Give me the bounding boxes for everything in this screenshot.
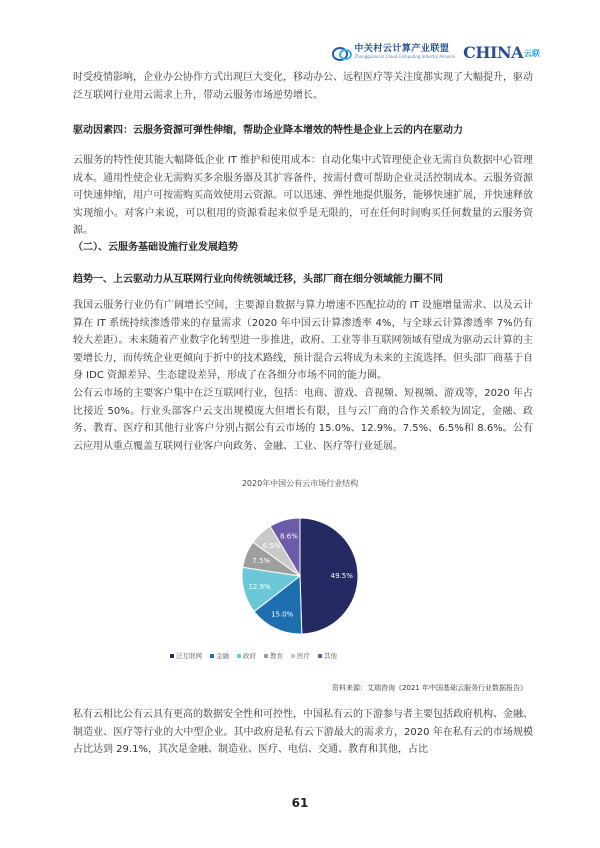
legend-item-3	[264, 651, 283, 660]
pie-label-5: 8.6%	[279, 532, 298, 541]
legend-item-4	[291, 651, 310, 660]
pie-label-2: 12.9%	[248, 583, 271, 592]
pie-label-4: 6.5%	[262, 541, 281, 550]
body-paragraph-5: 私有云相比公有云具有更高的数据安全性和可控性，中国私有云的下游参与者主要包括政府机构、金融、制造业、医疗等行业的大中型企业。其中政府是私有云下游最大的需求方，2020 年在私有云的市场规模占比达到 29.1%，其次是金融、制造业、医疗、电信、交通、教育和其他，占比	[73, 709, 533, 755]
chart-title: 2020年中国公有云市场行业结构	[241, 479, 359, 488]
body-paragraph-1: 时受疫情影响，企业办公协作方式出现巨大变化，移动办公、远程医疗等关注度都实现了大幅提升，驱动泛互联网行业用云需求上升，带动云服务市场逆势增长。	[73, 72, 533, 101]
page-number: 61	[291, 796, 309, 810]
legend-swatch-3	[264, 654, 268, 658]
legend-item-1	[210, 651, 229, 660]
chart-legend	[170, 651, 440, 660]
legend-label-3: 教育	[270, 652, 283, 660]
pie-label-3: 7.5%	[252, 556, 271, 565]
zgc-alliance-logo	[332, 45, 455, 59]
section-heading: （二）、云服务基础设施行业发展趋势	[73, 242, 238, 253]
pie-label-1: 15.0%	[271, 610, 294, 619]
legend-item-0	[170, 651, 202, 660]
body-paragraph-4: 公有云市场的主要客户集中在泛互联网行业，包括：电商、游戏、音视频、短视频、游戏等，2020 年占比接近 50%。行业头部客户云支出规模庞大但增长有限，且与云厂商的合作关系较为固定，金融、政务、教育、医疗和其他行业客户分别占据公有云市场的 15.0%、12.9%、7.5%、6.5%和 8.6%。公有云应用从重点覆盖互联网行业客户向政务、金融、工业、医疗等行业延展。	[73, 388, 533, 452]
body-paragraph-3: 我国云服务行业仍有广阔增长空间，主要源自数据与算力增速不匹配拉动的 IT 设施增量需求、以及云计算在 IT 系统持续渗透带来的存量需求（2020 年中国云计算渗透率 4%，与全球云计算渗透率 7%仍有较大差距）。未来随着产业数字化转型进一步推进，政府、工业等非互联网领域有望成为驱动云计算的主要增长力，而传统企业更倾向于折中的技术路线，预计混合云将成为未来的主流选择。但头部厂商基于自身 IDC 资源差异、生态建设差异，形成了在各细分市场不同的能力圈。	[73, 300, 533, 381]
alliance-name-cn: 中关村云计算产业联盟	[354, 44, 450, 54]
china-cloud-logo	[463, 43, 540, 62]
legend-label-1: 金融	[216, 652, 229, 660]
legend-swatch-2	[237, 654, 241, 658]
page-header	[332, 40, 540, 64]
china-logo-cn: 云联	[524, 47, 540, 58]
pie-svg	[200, 478, 400, 664]
pie-label-0: 49.5%	[330, 571, 353, 580]
pie-chart	[200, 478, 400, 664]
legend-label-4: 医疗	[297, 652, 310, 660]
legend-label-5: 其他	[324, 652, 337, 660]
china-logo-text: CHINA	[463, 42, 523, 62]
legend-label-0: 泛互联网	[176, 652, 202, 660]
source-note: 资料来源：艾瑞咨询《2021 年中国基础云服务行业数据报告》	[331, 684, 527, 692]
trend-heading: 趋势一、上云驱动力从互联网行业向传统领域迁移，头部厂商在细分领域能力圈不同	[73, 274, 443, 285]
alliance-name-en: Zhongguancun Cloud Computing Industry Alliance	[354, 54, 456, 59]
driver-heading: 驱动因素四：云服务资源可弹性伸缩，帮助企业降本增效的特性是企业上云的内在驱动力	[73, 125, 463, 136]
body-paragraph-2: 云服务的特性使其能大幅降低企业 IT 维护和使用成本：自动化集中式管理使企业无需自负数据中心管理成本。通用性使企业无需购买多余服务器及其扩容备件，按需付费可帮助企业灵活控制成本。云服务资源可快速伸缩，用户可按需购买高效使用云资源。可以迅速、弹性地提供服务，能够快速扩展，并快速释放实现缩小。对客户来说，可以租用的资源看起来似乎是无限的，可在任何时间购买任何数量的云服务资源。	[73, 155, 533, 236]
legend-swatch-4	[291, 654, 295, 658]
legend-item-2	[237, 651, 256, 660]
alliance-logo-icon	[332, 45, 350, 59]
legend-item-5	[318, 651, 337, 660]
legend-label-2: 政府	[243, 652, 256, 660]
legend-swatch-5	[318, 654, 322, 658]
legend-swatch-0	[170, 654, 174, 658]
legend-swatch-1	[210, 654, 214, 658]
